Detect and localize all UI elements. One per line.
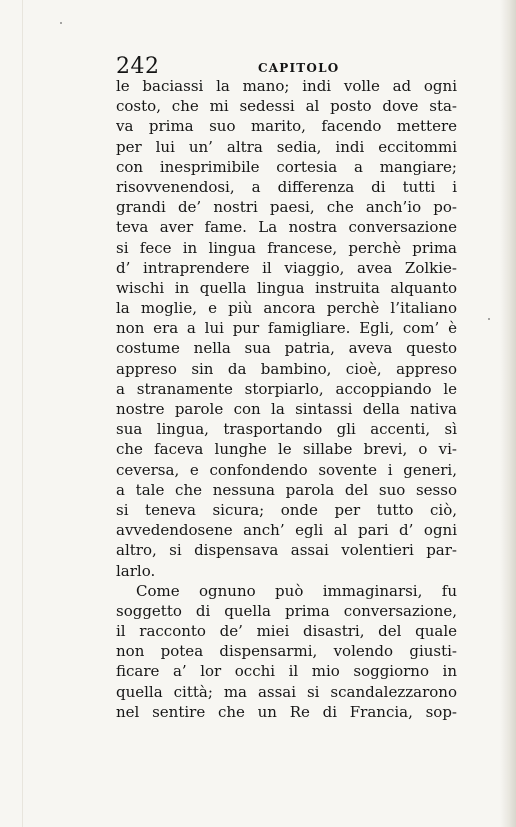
text-line: larlo. xyxy=(116,561,156,580)
text-line: si fece in lingua francese, perchè prima xyxy=(116,238,457,257)
text-line: wischi in quella lingua instruita alquanto xyxy=(116,278,457,297)
text-line: costo, che mi sedessi al posto dove sta- xyxy=(116,97,457,116)
text-line: ceversa, e confondendo sovente i generi, xyxy=(116,460,457,479)
paragraph-start-line: Come ognuno può immaginarsi, fu xyxy=(136,581,457,600)
text-line: il racconto de’ miei disastri, del quale xyxy=(116,622,457,641)
text-line: va prima suo marito, facendo mettere xyxy=(116,117,457,136)
text-line: sua lingua, trasportando gli accenti, sì xyxy=(116,420,457,439)
text-line: teva aver fame. La nostra conversazione xyxy=(116,218,457,237)
text-line: la moglie, e più ancora perchè l’italiano xyxy=(116,299,457,318)
body-text xyxy=(116,76,457,722)
text-line: a stranamente storpiarlo, accoppiando le xyxy=(116,379,457,398)
text-line: le baciassi la mano; indi volle ad ogni xyxy=(116,77,457,95)
text-line: nel sentire che un Re di Francia, sop- xyxy=(116,702,457,721)
running-title: CAPITOLO xyxy=(258,61,340,75)
text-line: ficare a’ lor occhi il mio soggiorno in xyxy=(116,662,457,681)
text-line: d’ intraprendere il viaggio, avea Zolkie- xyxy=(116,258,457,277)
text-line: soggetto di quella prima conversazione, xyxy=(116,601,457,620)
paper-speck xyxy=(488,318,490,320)
paper-speck xyxy=(60,22,62,24)
text-line: quella città; ma assai si scandalezzarono xyxy=(116,682,457,701)
text-line: con inesprimibile cortesia a mangiare; xyxy=(116,157,457,176)
page-edge-shadow xyxy=(500,0,516,827)
text-line: grandi de’ nostri paesi, che anch’io po- xyxy=(116,198,457,217)
text-line: risovvenendosi, a differenza di tutti i xyxy=(116,177,457,196)
text-line: si teneva sicura; onde per tutto ciò, xyxy=(116,500,457,519)
page-number: 242 xyxy=(116,54,160,79)
text-line: non era a lui pur famigliare. Egli, com’ è xyxy=(116,319,457,338)
text-line: a tale che nessuna parola del suo sesso xyxy=(116,480,457,499)
page-gutter-line xyxy=(22,0,23,827)
text-line: costume nella sua patria, aveva questo xyxy=(116,339,457,358)
text-line: appreso sin da bambino, cioè, appreso xyxy=(116,359,457,378)
text-line: altro, si dispensava assai volentieri par- xyxy=(116,541,457,560)
text-line: che faceva lunghe le sillabe brevi, o vi- xyxy=(116,440,457,459)
text-line: nostre parole con la sintassi della nativa xyxy=(116,400,457,418)
text-line: non potea dispensarmi, volendo giusti- xyxy=(116,642,457,661)
text-line: avvedendosene anch’ egli al pari d’ ogni xyxy=(116,521,457,540)
text-line: per lui un’ altra sedia, indi eccitommi xyxy=(116,137,457,156)
